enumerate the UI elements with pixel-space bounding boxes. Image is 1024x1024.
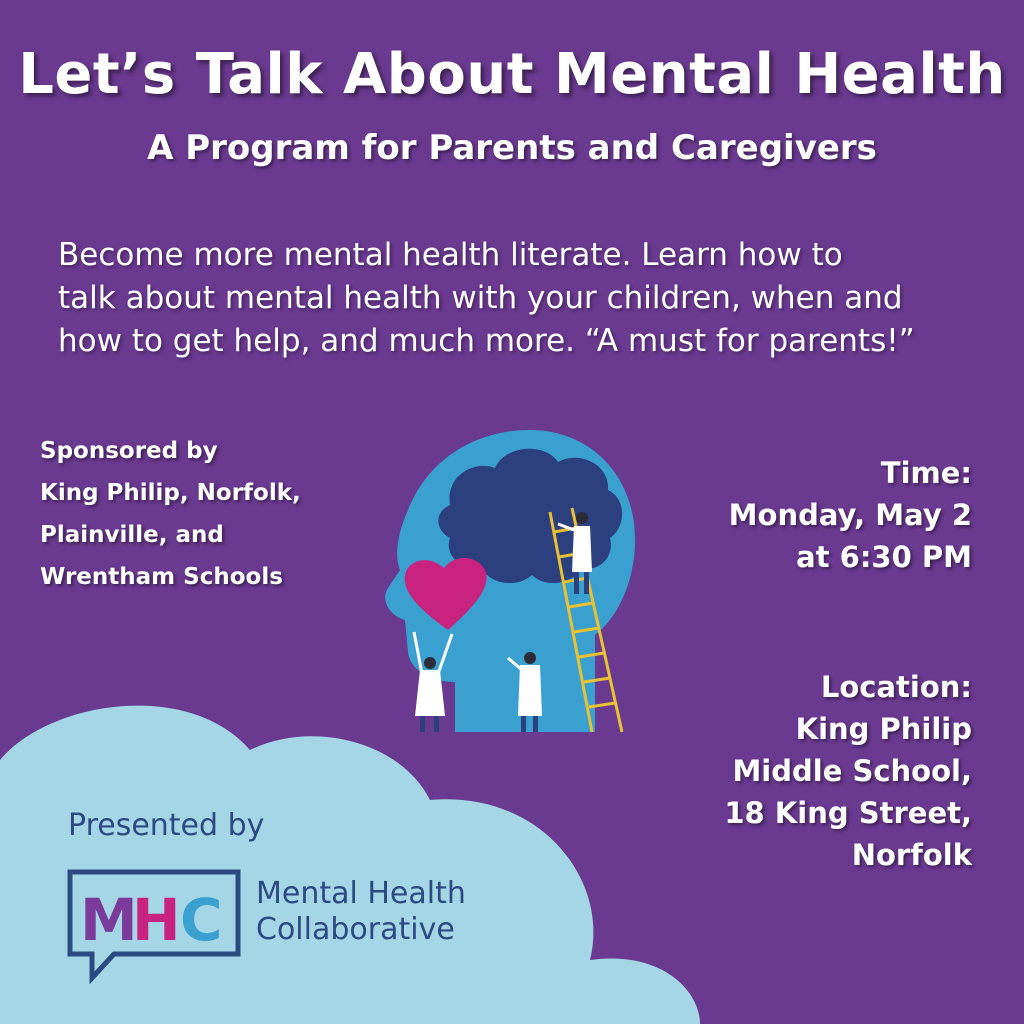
description-line: Become more mental health literate. Learn how to xyxy=(58,237,843,273)
logo-letter-m: M xyxy=(80,886,138,954)
location-label: Location: xyxy=(820,670,972,704)
org-name-line: Mental Health xyxy=(256,876,466,911)
event-time xyxy=(652,452,972,578)
sponsor-line: King Philip, Norfolk, xyxy=(40,480,301,506)
page-title: Let’s Talk About Mental Health xyxy=(18,42,1006,107)
sponsor-line: Plainville, and xyxy=(40,522,224,548)
mhc-logo xyxy=(64,866,244,984)
organization-name xyxy=(256,876,466,948)
location-line: 18 King Street, xyxy=(724,796,972,830)
location-line: King Philip xyxy=(795,712,972,746)
description-line: how to get help, and much more. “A must for parents!” xyxy=(58,323,915,359)
mental-health-illustration xyxy=(360,420,650,750)
time-label: Time: xyxy=(880,456,972,490)
org-name-line: Collaborative xyxy=(256,912,455,947)
sponsor-line: Wrentham Schools xyxy=(40,564,283,590)
logo-letter-c: C xyxy=(180,886,223,954)
location-line: Norfolk xyxy=(851,838,972,872)
time-line: at 6:30 PM xyxy=(796,540,972,574)
time-line: Monday, May 2 xyxy=(728,498,972,532)
location-line: Middle School, xyxy=(732,754,972,788)
presented-by-label: Presented by xyxy=(68,808,265,843)
event-location xyxy=(652,666,972,876)
description-line: talk about mental health with your children, when and xyxy=(58,280,903,316)
page-subtitle: A Program for Parents and Caregivers xyxy=(147,128,877,168)
sponsor-block xyxy=(40,430,340,598)
program-description xyxy=(58,234,978,363)
sponsor-line: Sponsored by xyxy=(40,438,218,464)
logo-letter-h: H xyxy=(132,886,181,954)
